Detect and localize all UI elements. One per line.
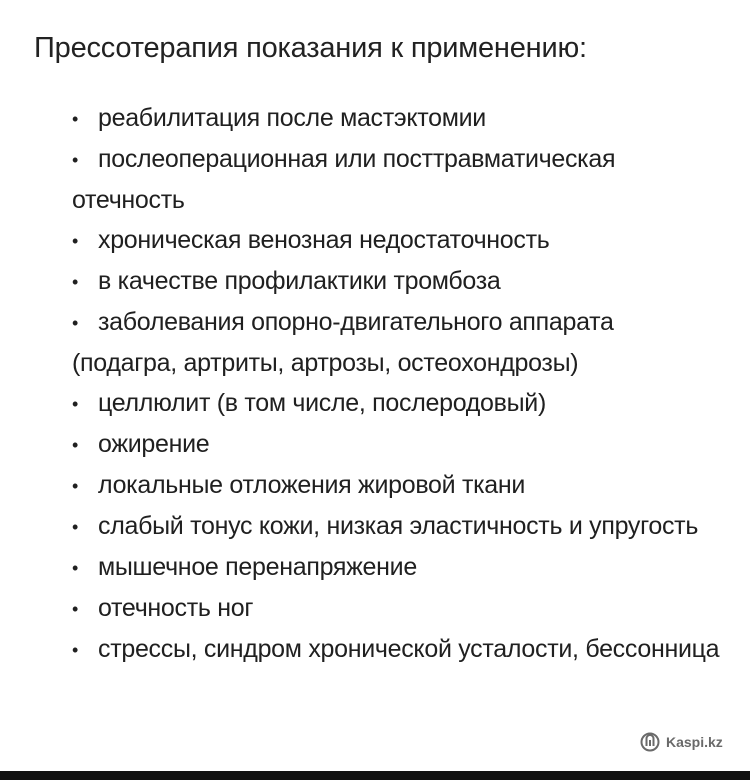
list-item [72, 383, 722, 424]
bullet: • [72, 150, 79, 170]
bullet: • [72, 272, 79, 292]
list-item-text: послеоперационная или посттравматическая отечность [72, 145, 616, 214]
bullet: • [72, 599, 79, 619]
list-item [72, 424, 722, 465]
list-item-text: реабилитация после мастэктомии [98, 104, 486, 132]
list-item-text: заболевания опорно-двигательного аппарата (подагра, артриты, артрозы, остеохондрозы) [72, 308, 614, 377]
bullet: • [72, 517, 79, 537]
list-item-text: локальные отложения жировой ткани [98, 471, 526, 499]
indications-list [72, 98, 722, 670]
bottom-bar [0, 771, 750, 780]
list-item-text: целлюлит (в том числе, послеродовый) [98, 389, 546, 417]
list-item [72, 629, 722, 670]
kaspi-watermark [640, 732, 723, 752]
bullet: • [72, 394, 79, 414]
bullet: • [72, 231, 79, 251]
list-item-text: отечность ног [98, 594, 254, 622]
list-item-text: ожирение [98, 430, 210, 458]
list-item [72, 465, 722, 506]
bullet: • [72, 558, 79, 578]
page-title: Прессотерапия показания к применению: [34, 32, 587, 64]
bullet: • [72, 640, 79, 660]
list-item [72, 98, 722, 139]
list-item [72, 261, 722, 302]
bullet: • [72, 313, 79, 333]
watermark-text: Kaspi.kz [666, 734, 723, 750]
bullet: • [72, 476, 79, 496]
bullet: • [72, 109, 79, 129]
list-item-text: слабый тонус кожи, низкая эластичность и упругость [98, 512, 699, 540]
list-item [72, 220, 722, 261]
list-item-text: в качестве профилактики тромбоза [98, 267, 501, 295]
bullet: • [72, 435, 79, 455]
kaspi-logo-icon [640, 732, 660, 752]
list-item [72, 302, 722, 383]
list-item [72, 588, 722, 629]
list-item-text: мышечное перенапряжение [98, 553, 417, 581]
list-item [72, 139, 722, 220]
list-item [72, 547, 722, 588]
list-item-text: хроническая венозная недостаточность [98, 226, 550, 254]
list-item [72, 506, 722, 547]
list-item-text: стрессы, синдром хронической усталости, бессонница [98, 635, 720, 663]
